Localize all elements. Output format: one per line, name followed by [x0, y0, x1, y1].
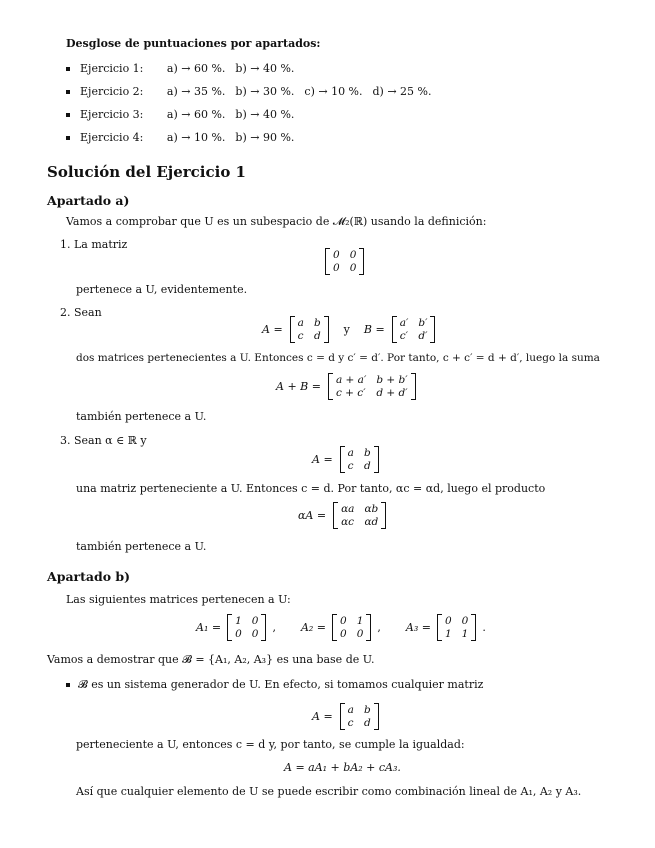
sum-matrix: A + B = a + a′ b + b′ c + c′ d + d′ — [276, 373, 417, 400]
equality: A = aA₁ + bA₂ + cA₃. — [284, 761, 401, 774]
step-3: 3. Sean α ∈ ℝ y — [60, 434, 147, 447]
part-a-title: Apartado a) — [47, 193, 130, 208]
section-title: Solución del Ejercicio 1 — [47, 163, 246, 181]
claim: Vamos a demostrar que 𝓑 = {A₁, A₂, A₃} es una base de U. — [47, 653, 375, 666]
basis-matrices: A₁ = 1 0 0 0 , A₂ = 0 1 0 0 , A₃ = 0 0 1 1 . — [196, 615, 486, 640]
matrix-A-step3: A = a b c d — [312, 446, 380, 473]
step-1-after: pertenece a U, evidentemente. — [76, 283, 248, 296]
scaled-matrix: αA = αa αb αc αd — [298, 502, 387, 529]
score-item-1: Ejercicio 1: a) → 60 %. b) → 40 %. — [66, 62, 304, 75]
zero-matrix: 0 0 0 0 — [324, 248, 365, 275]
bullet-icon — [66, 90, 70, 94]
breakdown-heading: Desglose de puntuaciones por apartados: — [66, 37, 321, 50]
score-item-4: Ejercicio 4: a) → 10 %. b) → 90 %. — [66, 131, 304, 144]
matrices-A-B: A = a b c d y B = a′ b′ c′ d′ — [262, 316, 436, 343]
score-item-2: Ejercicio 2: a) → 35 %. b) → 30 %. c) → 10 %. d) → 25 %. — [66, 85, 442, 98]
step-1: 1. La matriz — [60, 238, 128, 251]
step-2-after: dos matrices pertenecientes a U. Entonces c = d y c′ = d′. Por tanto, c + c′ = d + d′, luego la suma — [76, 352, 600, 364]
part-a-intro: Vamos a comprobar que U es un subespacio de 𝓜₂(ℝ) usando la definición: — [66, 215, 487, 228]
part-b-title: Apartado b) — [47, 569, 131, 584]
bullet-icon — [66, 113, 70, 117]
step-2: 2. Sean — [60, 306, 102, 319]
conclusion: Así que cualquier elemento de U se puede escribir como combinación lineal de A₁, A₂ y A₃. — [76, 785, 582, 798]
bullet-icon — [66, 136, 70, 140]
part-b-bullet: 𝓑 es un sistema generador de U. En efecto, si tomamos cualquier matriz — [66, 678, 483, 692]
score-item-3: Ejercicio 3: a) → 60 %. b) → 40 %. — [66, 108, 304, 121]
bullet-icon — [66, 67, 70, 71]
matrix-A-partb: A = a b c d — [312, 703, 380, 730]
step-2-after2: también pertenece a U. — [76, 410, 207, 423]
step-3-after2: también pertenece a U. — [76, 540, 207, 553]
bullet-icon — [66, 683, 70, 687]
step-3-after: una matriz perteneciente a U. Entonces c = d. Por tanto, αc = αd, luego el producto — [76, 482, 546, 495]
part-b-after: perteneciente a U, entonces c = d y, por tanto, se cumple la igualdad: — [76, 738, 465, 751]
part-b-intro: Las siguientes matrices pertenecen a U: — [66, 593, 291, 606]
